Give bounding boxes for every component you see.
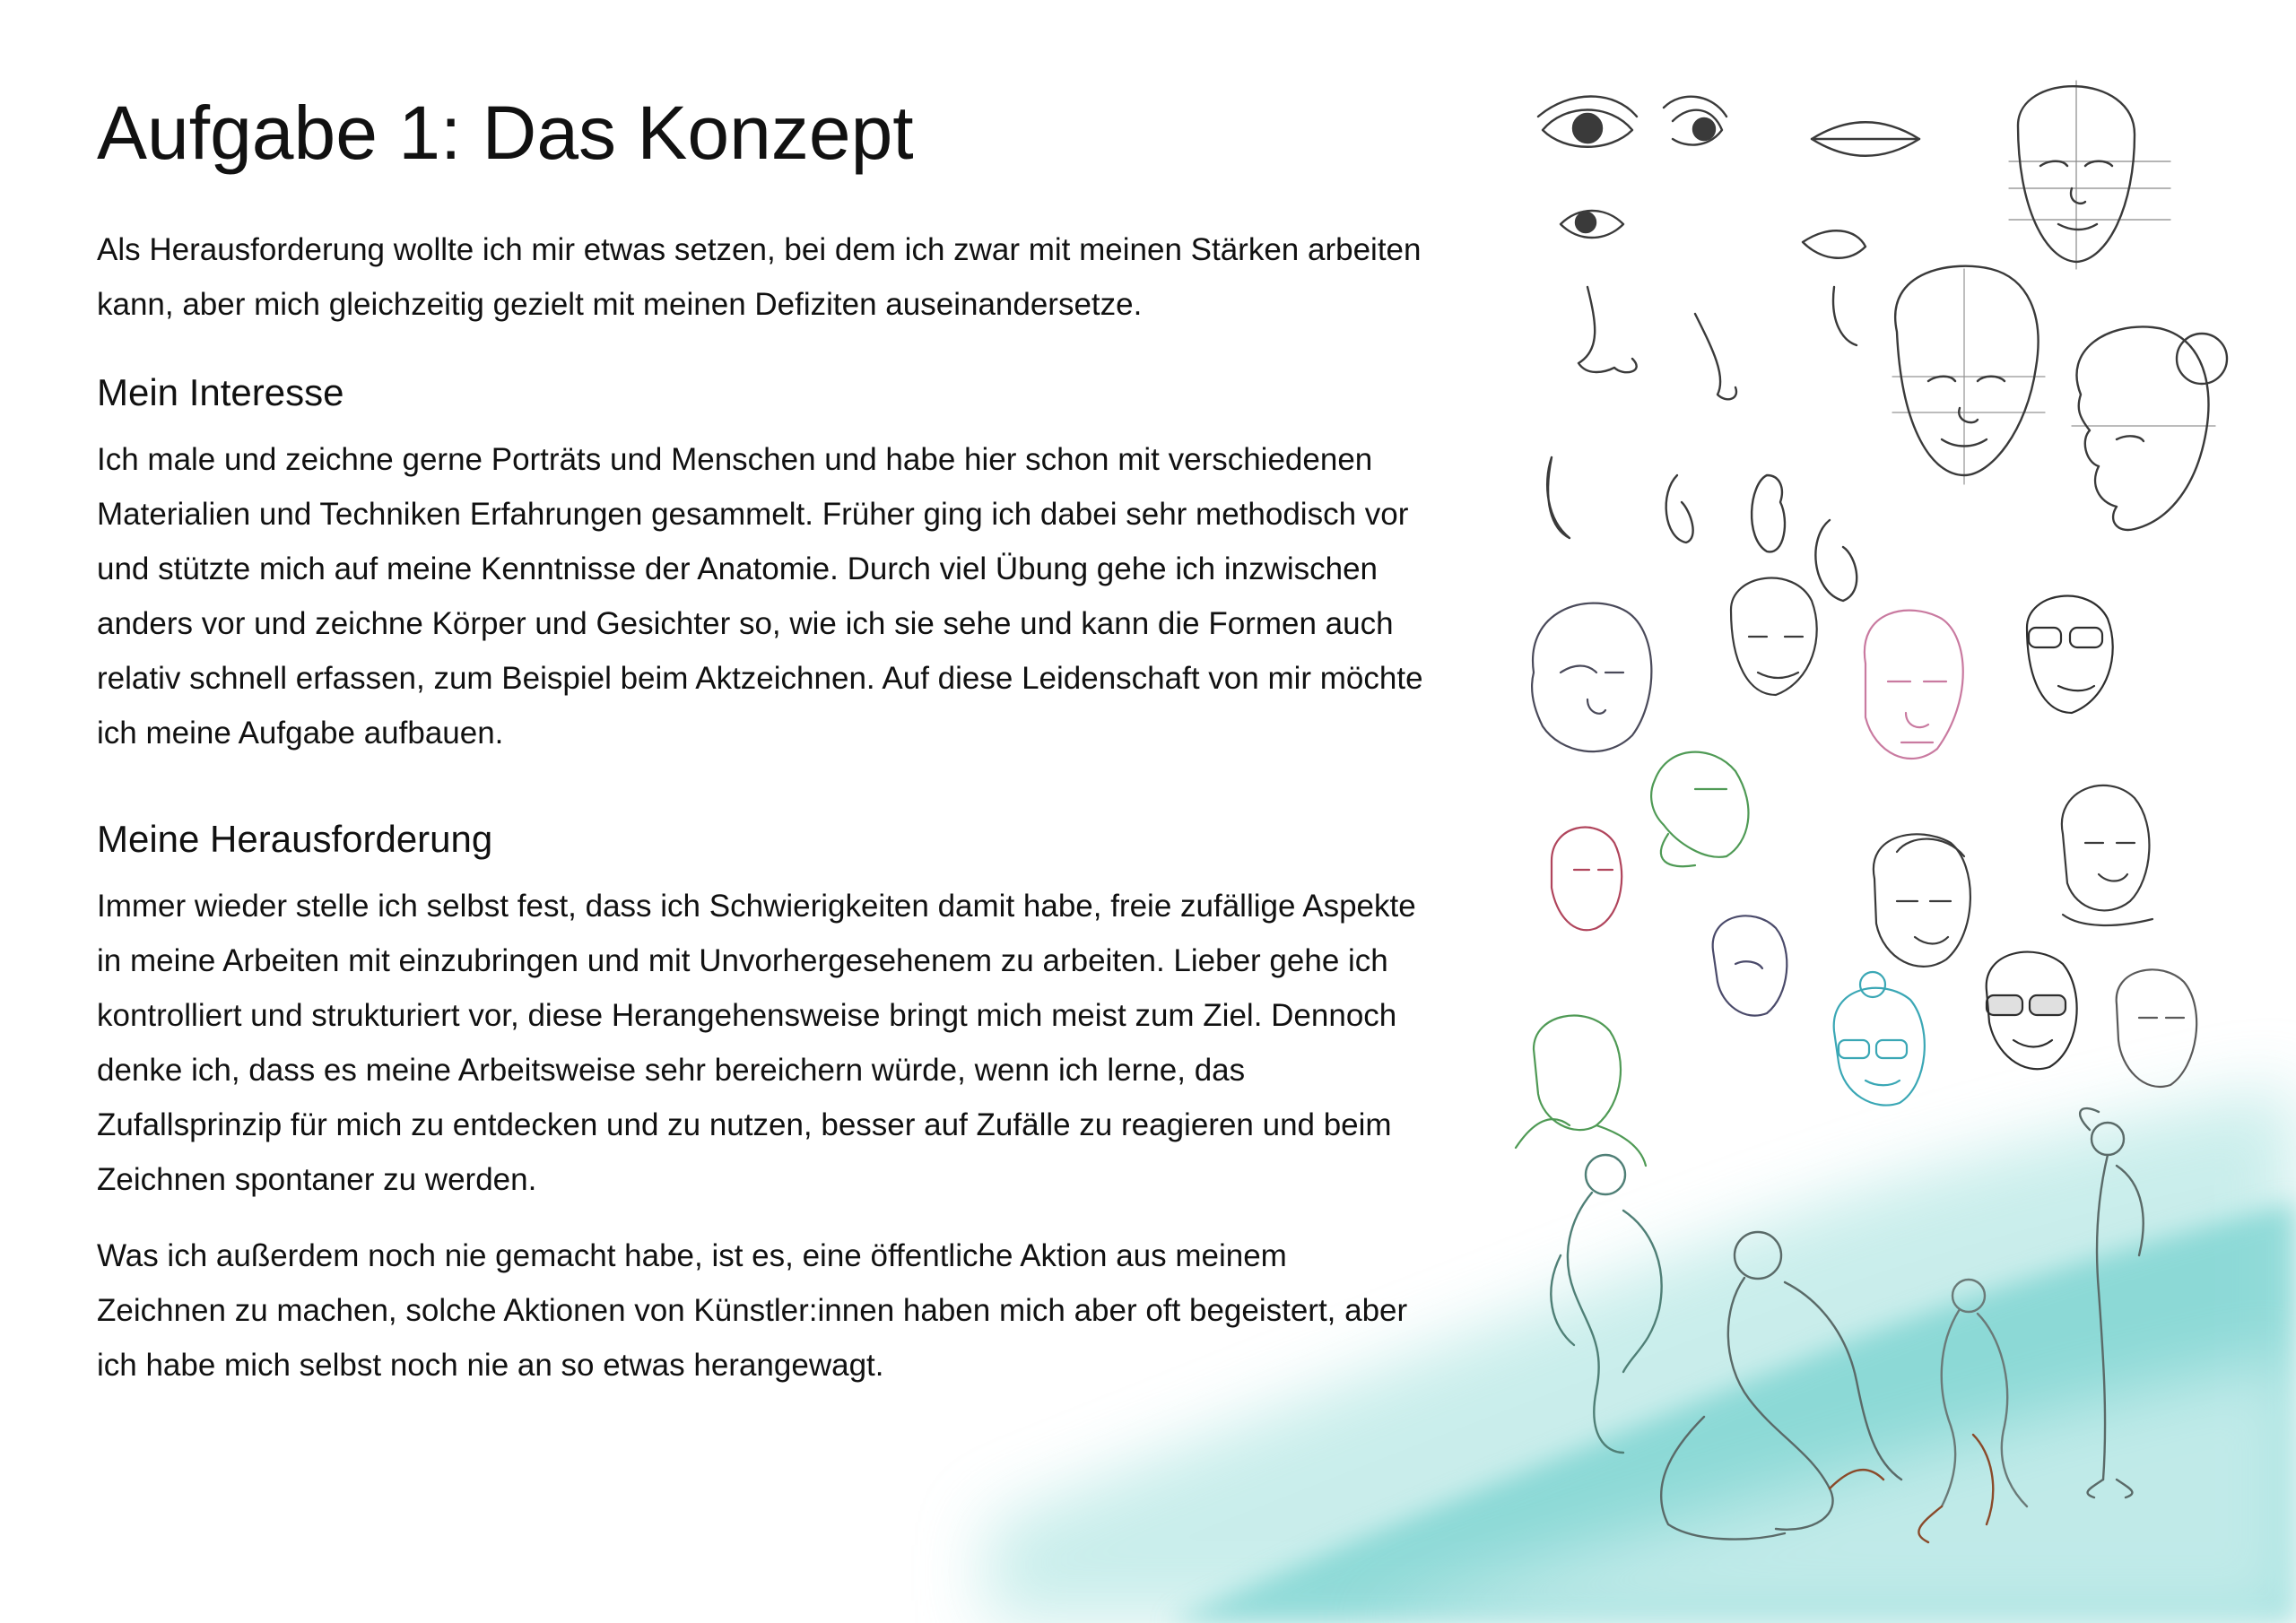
head-study-front — [2009, 81, 2170, 269]
sketch-collage-drawing — [1489, 54, 2242, 1578]
portrait-head-green-2 — [1516, 1016, 1646, 1166]
portrait-head-cyan — [1834, 972, 1925, 1106]
eye-sketch-3 — [1561, 211, 1623, 238]
figure-sketch-crouching — [1918, 1280, 2027, 1542]
section-body-challenge: Immer wieder stelle ich selbst fest, dass ich Schwierigkeiten damit habe, freie zufällige Aspekte in meine Arbeiten mit einzubringen und mit Unvorhergesehenem zu arbeiten. Lieber gehe ich kontrolliert und strukturiert vor, diese Herangehensweise bringt mich meist zum Ziel. Dennoch denke ich, dass es meine Arbeitsweise sehr bereichern würde, wenn ich lerne, das Zufallsprinzip für mich zu entdecken und zu nutzen, besser auf Zufälle zu reagieren und beim Zeichnen spontaner zu werden. — [97, 889, 1416, 1197]
figure-sketch-standing — [2080, 1108, 2144, 1497]
head-study-front-2 — [1892, 266, 2045, 484]
ear-sketch-3 — [1752, 475, 1785, 551]
lips-sketch — [1812, 122, 1919, 156]
nose-sketch-2 — [1695, 314, 1736, 399]
lips-sketch-2 — [1803, 230, 1866, 257]
figure-sketch-seated — [1551, 1155, 1661, 1453]
text-column — [97, 86, 1424, 1393]
intro-paragraph: Als Herausforderung wollte ich mir etwas setzen, bei dem ich zwar mit meinen Stärken arbeiten kann, aber mich gleichzeitig gezielt mit meinen Defiziten auseinandersetze. — [97, 232, 1422, 322]
ear-sketch-2 — [1666, 475, 1693, 542]
portrait-head-5 — [1874, 834, 1970, 967]
portrait-head-3 — [1865, 611, 1963, 759]
nose-sketch-3 — [1833, 287, 1857, 345]
portrait-head-red — [1552, 828, 1622, 931]
portrait-head-6 — [1713, 916, 1787, 1015]
eye-sketch-1 — [1538, 97, 1637, 147]
portrait-head-4 — [2062, 785, 2152, 925]
section-body-interest: Ich male und zeichne gerne Porträts und Menschen und habe hier schon mit verschiedenen Materialien und Techniken Erfahrungen gesammelt. Früher ging ich dabei sehr methodisch vor und stützte mich auf meine Kenntnisse der Anatomie. Durch viel Übung gehe ich inzwischen anders vor und zeichne Körper und Gesichter so, wie ich sie sehe und kann die Formen auch relativ schnell erfassen, zum Beispiel beim Aktzeichnen. Auf diese Leidenschaft von mir möchte ich meine Aufgabe aufbauen. — [97, 442, 1423, 751]
ear-sketch-1 — [1547, 457, 1570, 538]
portrait-head-7 — [2117, 969, 2196, 1087]
figure-sketch-kneeling — [1661, 1232, 1901, 1540]
eye-sketch-2 — [1664, 97, 1726, 145]
section-heading-interest: Mein Interesse — [97, 371, 344, 413]
head-study-profile — [2072, 326, 2227, 530]
section-body-challenge-2: Was ich außerdem noch nie gemacht habe, ist es, eine öffentliche Aktion aus meinem Zeichnen zu machen, solche Aktionen von Künstler:innen haben mich aber oft begeistert, aber ich habe mich selbst noch nie an so etwas herangewagt. — [97, 1238, 1408, 1383]
portrait-head-green-1 — [1651, 752, 1748, 867]
sketch-collage — [1489, 54, 2242, 1578]
portrait-head-2 — [1731, 578, 1817, 695]
ear-sketch-4 — [1815, 520, 1857, 601]
page-title: Aufgabe 1: Das Konzept — [97, 91, 914, 175]
portrait-head-glasses-1 — [2027, 596, 2113, 713]
portrait-head-1 — [1532, 603, 1651, 751]
portrait-head-glasses-2 — [1987, 952, 2077, 1070]
section-heading-challenge: Meine Herausforderung — [97, 818, 493, 860]
nose-sketch-1 — [1578, 287, 1637, 372]
